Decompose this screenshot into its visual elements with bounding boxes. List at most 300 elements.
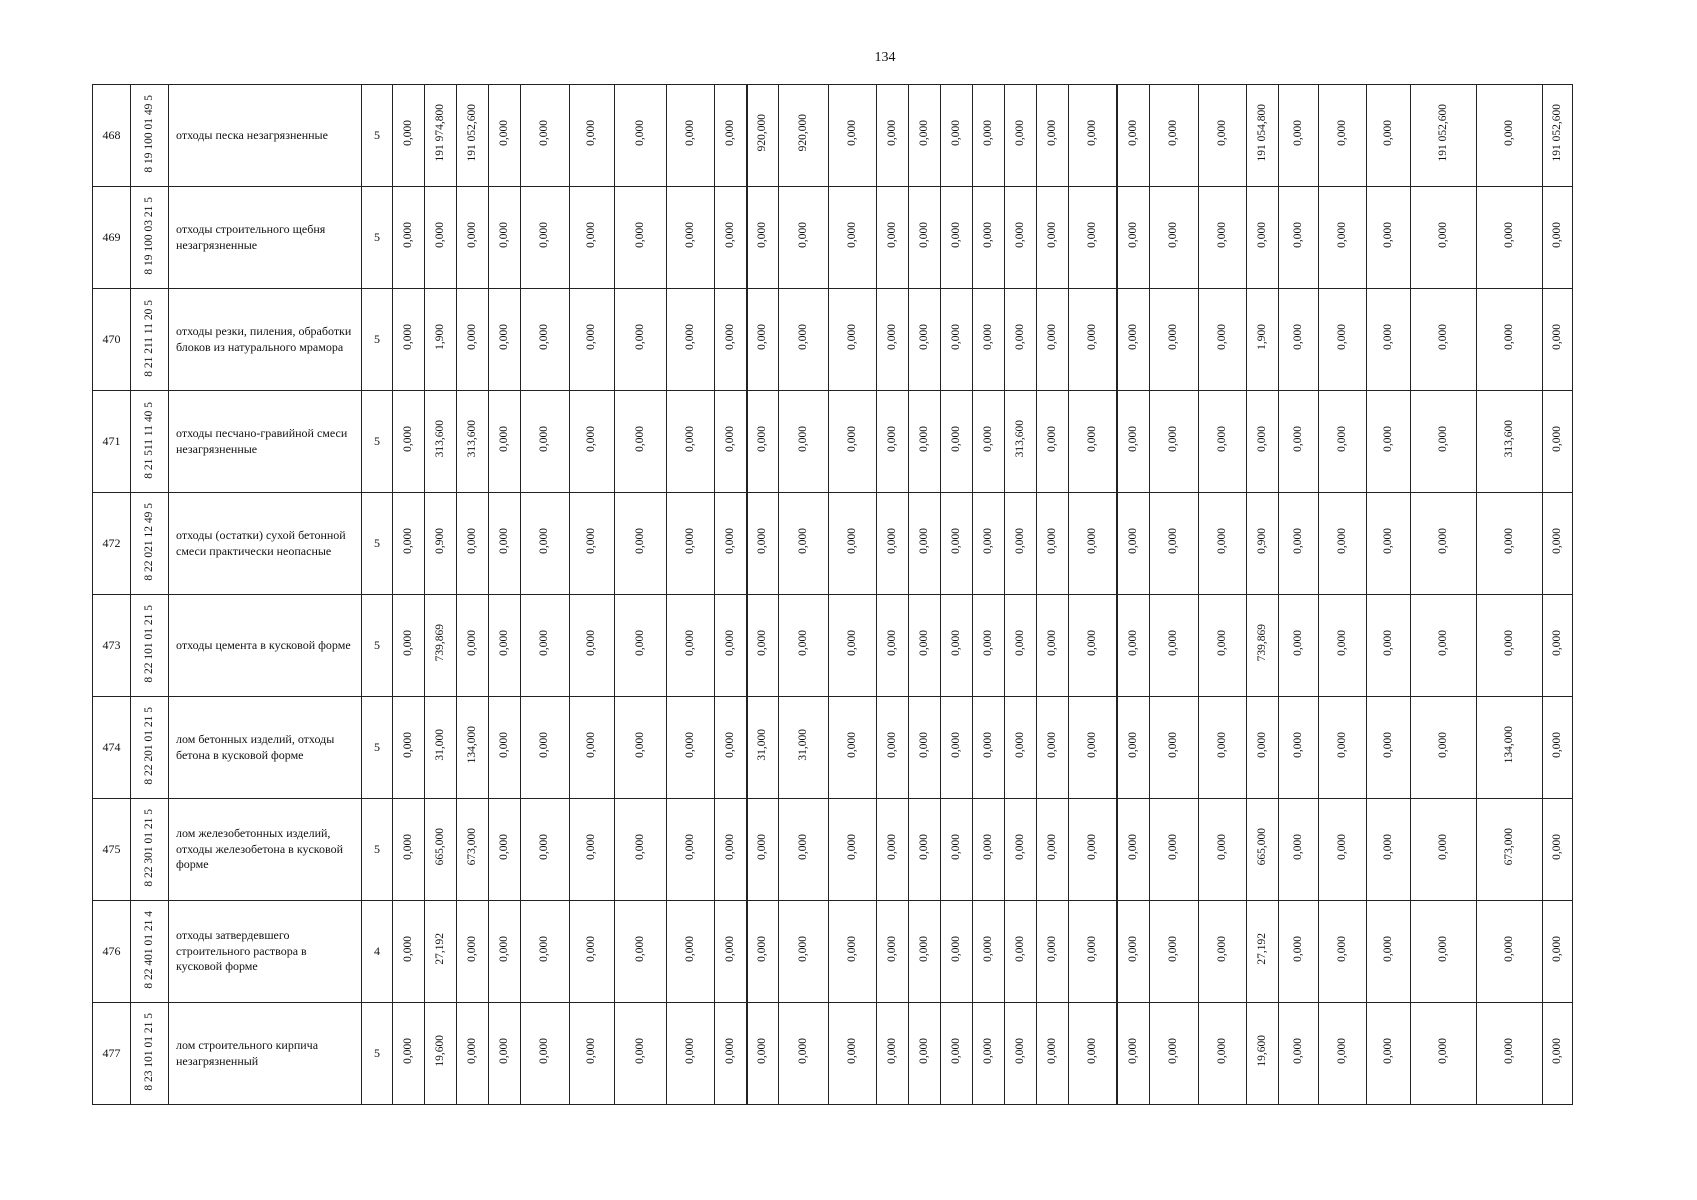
value-cell <box>941 901 973 1003</box>
value-cell-text: 0,000 <box>1550 936 1563 962</box>
value-cell-text: 0,000 <box>683 834 696 860</box>
value-cell <box>1069 391 1117 493</box>
value-cell <box>715 595 747 697</box>
value-cell <box>1319 493 1367 595</box>
waste-name: отходы песка незагрязненные <box>169 85 362 187</box>
value-cell <box>489 595 521 697</box>
value-cell <box>1279 697 1319 799</box>
value-cell-text: 0,000 <box>1255 732 1268 758</box>
value-cell <box>1247 799 1279 901</box>
value-cell <box>615 697 667 799</box>
value-cell-text: 0,000 <box>796 222 809 248</box>
value-cell <box>1150 289 1199 391</box>
value-cell <box>909 799 941 901</box>
value-cell <box>615 799 667 901</box>
value-cell <box>667 85 715 187</box>
value-cell-text: 0,000 <box>1167 936 1180 962</box>
value-cell-text: 0,000 <box>633 1038 646 1064</box>
value-cell-text: 134,000 <box>465 726 478 764</box>
value-cell <box>1037 85 1069 187</box>
value-cell <box>941 289 973 391</box>
value-cell <box>909 901 941 1003</box>
value-cell-text: 0,000 <box>1502 630 1515 656</box>
value-cell-text: 739,869 <box>1255 624 1268 662</box>
value-cell-text: 0,000 <box>497 222 510 248</box>
value-cell-text: 0,000 <box>633 120 646 146</box>
value-cell-text: 0,000 <box>723 528 736 554</box>
value-cell <box>1037 493 1069 595</box>
value-cell <box>457 187 489 289</box>
value-cell-text: 0,000 <box>981 834 994 860</box>
value-cell-text: 31,000 <box>796 729 809 761</box>
value-cell <box>1543 799 1573 901</box>
value-cell-text: 0,000 <box>845 732 858 758</box>
value-cell <box>1247 697 1279 799</box>
waste-name: отходы затвердевшего строительного раствора в кусковой форме <box>169 901 362 1003</box>
value-cell <box>1411 697 1477 799</box>
value-cell-text: 0,000 <box>1167 324 1180 350</box>
value-cell <box>829 901 877 1003</box>
value-cell <box>1150 493 1199 595</box>
value-cell <box>1367 595 1411 697</box>
value-cell <box>489 187 521 289</box>
value-cell <box>715 289 747 391</box>
value-cell <box>615 187 667 289</box>
value-cell <box>570 187 615 289</box>
value-cell-text: 0,000 <box>1550 324 1563 350</box>
value-cell <box>1477 595 1543 697</box>
value-cell <box>425 901 457 1003</box>
value-cell-text: 0,000 <box>1381 732 1394 758</box>
value-cell-text: 0,000 <box>1126 630 1139 656</box>
value-cell <box>829 799 877 901</box>
value-cell <box>393 697 425 799</box>
value-cell-text: 0,000 <box>1436 630 1449 656</box>
value-cell <box>747 901 779 1003</box>
value-cell-text: 0,000 <box>1335 528 1348 554</box>
value-cell <box>1319 391 1367 493</box>
value-cell <box>747 493 779 595</box>
value-cell <box>1037 697 1069 799</box>
value-cell-text: 0,000 <box>1045 732 1058 758</box>
value-cell-text: 0,000 <box>1167 732 1180 758</box>
value-cell-text: 0,000 <box>1045 630 1058 656</box>
value-cell <box>1037 1003 1069 1105</box>
value-cell <box>973 391 1005 493</box>
value-cell-text: 0,000 <box>1436 222 1449 248</box>
value-cell <box>1477 901 1543 1003</box>
value-cell-text: 0,000 <box>465 630 478 656</box>
value-cell-text: 0,000 <box>1045 834 1058 860</box>
value-cell <box>973 799 1005 901</box>
value-cell <box>1279 187 1319 289</box>
value-cell-text: 0,000 <box>401 324 414 350</box>
value-cell-text: 0,000 <box>796 426 809 452</box>
value-cell-text: 0,000 <box>949 222 962 248</box>
value-cell-text: 0,000 <box>756 936 768 962</box>
value-cell <box>1477 1003 1543 1105</box>
value-cell <box>1117 799 1150 901</box>
value-cell <box>1005 493 1037 595</box>
hazard-class: 5 <box>362 187 393 289</box>
value-cell <box>425 595 457 697</box>
value-cell-text: 0,000 <box>1167 1038 1180 1064</box>
value-cell-text: 0,000 <box>1335 1038 1348 1064</box>
value-cell <box>1411 391 1477 493</box>
waste-code-text: 8 21 511 11 40 5 <box>142 401 155 479</box>
value-cell <box>667 799 715 901</box>
value-cell-text: 0,000 <box>401 936 414 962</box>
value-cell-text: 0,000 <box>885 936 898 962</box>
table-row <box>93 187 1573 289</box>
value-cell-text: 1,900 <box>433 324 446 350</box>
value-cell <box>615 391 667 493</box>
value-cell-text: 0,000 <box>885 426 898 452</box>
value-cell <box>457 901 489 1003</box>
value-cell-text: 0,000 <box>633 426 646 452</box>
value-cell-text: 0,000 <box>585 324 598 350</box>
value-cell-text: 0,000 <box>1126 426 1139 452</box>
value-cell <box>1319 799 1367 901</box>
value-cell-text: 0,000 <box>1550 426 1563 452</box>
value-cell <box>1150 391 1199 493</box>
value-cell-text: 0,000 <box>401 426 414 452</box>
value-cell <box>457 391 489 493</box>
value-cell-text: 0,000 <box>845 120 858 146</box>
value-cell <box>1543 187 1573 289</box>
table-row <box>93 289 1573 391</box>
page-number: 134 <box>874 50 896 65</box>
value-cell-text: 0,000 <box>1167 630 1180 656</box>
value-cell <box>909 595 941 697</box>
value-cell <box>747 289 779 391</box>
value-cell-text: 0,000 <box>683 426 696 452</box>
value-cell-text: 0,000 <box>1381 528 1394 554</box>
value-cell <box>425 187 457 289</box>
value-cell <box>1199 697 1247 799</box>
value-cell-text: 0,000 <box>1436 936 1449 962</box>
value-cell-text: 0,000 <box>1126 936 1139 962</box>
value-cell <box>615 289 667 391</box>
hazard-class: 5 <box>362 391 393 493</box>
value-cell-text: 0,000 <box>683 528 696 554</box>
table-row <box>93 391 1573 493</box>
hazard-class: 5 <box>362 595 393 697</box>
table-row <box>93 595 1573 697</box>
value-cell-text: 0,000 <box>796 1038 809 1064</box>
value-cell <box>1117 85 1150 187</box>
value-cell <box>779 901 829 1003</box>
waste-code-text: 8 19 100 03 21 5 <box>142 197 155 275</box>
value-cell <box>1150 1003 1199 1105</box>
value-cell-text: 0,000 <box>1215 1038 1228 1064</box>
value-cell <box>1279 289 1319 391</box>
value-cell-text: 0,000 <box>1013 732 1026 758</box>
value-cell-text: 0,000 <box>917 222 930 248</box>
value-cell-text: 0,000 <box>633 324 646 350</box>
value-cell-text: 0,000 <box>433 222 446 248</box>
value-cell-text: 0,000 <box>1085 528 1098 554</box>
value-cell <box>393 187 425 289</box>
value-cell <box>941 493 973 595</box>
value-cell <box>425 391 457 493</box>
value-cell <box>909 187 941 289</box>
value-cell <box>489 697 521 799</box>
value-cell-text: 0,000 <box>497 426 510 452</box>
value-cell-text: 0,000 <box>949 426 962 452</box>
value-cell <box>1319 697 1367 799</box>
value-cell-text: 0,000 <box>1291 834 1304 860</box>
value-cell <box>1367 289 1411 391</box>
value-cell <box>715 493 747 595</box>
value-cell <box>1199 391 1247 493</box>
value-cell <box>779 289 829 391</box>
value-cell <box>1037 901 1069 1003</box>
value-cell <box>1069 697 1117 799</box>
value-cell <box>941 799 973 901</box>
value-cell-text: 0,000 <box>1291 528 1304 554</box>
value-cell <box>1117 901 1150 1003</box>
value-cell <box>393 289 425 391</box>
value-cell-text: 0,000 <box>497 936 510 962</box>
value-cell-text: 0,000 <box>585 426 598 452</box>
value-cell <box>779 1003 829 1105</box>
waste-code <box>131 493 169 595</box>
value-cell <box>829 1003 877 1105</box>
value-cell-text: 0,000 <box>401 630 414 656</box>
value-cell <box>941 595 973 697</box>
value-cell-text: 0,000 <box>585 834 598 860</box>
value-cell-text: 0,000 <box>885 630 898 656</box>
value-cell-text: 0,000 <box>585 120 598 146</box>
value-cell-text: 0,000 <box>1381 1038 1394 1064</box>
value-cell-text: 0,000 <box>683 630 696 656</box>
value-cell-text: 0,000 <box>885 1038 898 1064</box>
value-cell-text: 0,000 <box>1167 528 1180 554</box>
value-cell-text: 0,000 <box>1085 1038 1098 1064</box>
waste-code-text: 8 19 100 01 49 5 <box>142 95 155 173</box>
value-cell-text: 0,000 <box>1085 630 1098 656</box>
value-cell <box>615 85 667 187</box>
value-cell <box>1199 1003 1247 1105</box>
value-cell <box>1005 799 1037 901</box>
value-cell <box>425 493 457 595</box>
value-cell-text: 0,000 <box>917 120 930 146</box>
value-cell-text: 0,000 <box>401 1038 414 1064</box>
row-number: 477 <box>93 1003 131 1105</box>
value-cell <box>1477 697 1543 799</box>
value-cell-text: 0,000 <box>1255 426 1268 452</box>
value-cell <box>667 1003 715 1105</box>
value-cell <box>747 187 779 289</box>
waste-name: отходы резки, пиления, обработки блоков из натурального мрамора <box>169 289 362 391</box>
value-cell-text: 31,000 <box>756 729 768 761</box>
value-cell <box>1279 1003 1319 1105</box>
value-cell-text: 0,000 <box>949 1038 962 1064</box>
value-cell <box>521 595 570 697</box>
value-cell <box>715 187 747 289</box>
value-cell-text: 0,000 <box>1502 936 1515 962</box>
value-cell-text: 0,000 <box>1126 1038 1139 1064</box>
value-cell-text: 0,000 <box>497 528 510 554</box>
waste-code-text: 8 22 301 01 21 5 <box>142 809 155 887</box>
value-cell-text: 0,000 <box>981 528 994 554</box>
value-cell <box>521 493 570 595</box>
value-cell-text: 313,600 <box>465 420 478 458</box>
value-cell-text: 0,000 <box>585 222 598 248</box>
value-cell <box>570 85 615 187</box>
value-cell <box>909 1003 941 1105</box>
value-cell <box>877 85 909 187</box>
value-cell <box>1069 289 1117 391</box>
value-cell-text: 0,000 <box>949 528 962 554</box>
value-cell <box>393 1003 425 1105</box>
waste-name: отходы цемента в кусковой форме <box>169 595 362 697</box>
value-cell <box>1411 799 1477 901</box>
value-cell <box>1477 391 1543 493</box>
value-cell-text: 0,000 <box>497 732 510 758</box>
value-cell <box>829 697 877 799</box>
value-cell <box>521 289 570 391</box>
value-cell-text: 0,000 <box>723 630 736 656</box>
waste-code <box>131 1003 169 1105</box>
value-cell <box>1005 391 1037 493</box>
value-cell <box>1477 187 1543 289</box>
value-cell <box>457 85 489 187</box>
value-cell-text: 0,000 <box>1045 528 1058 554</box>
value-cell-text: 0,000 <box>1335 630 1348 656</box>
value-cell-text: 0,000 <box>401 120 414 146</box>
value-cell-text: 0,000 <box>683 120 696 146</box>
value-cell <box>779 595 829 697</box>
value-cell-text: 313,600 <box>1502 420 1515 458</box>
value-cell <box>779 799 829 901</box>
value-cell-text: 0,000 <box>1335 834 1348 860</box>
value-cell <box>1005 595 1037 697</box>
value-cell <box>747 595 779 697</box>
value-cell-text: 0,000 <box>683 936 696 962</box>
value-cell <box>1150 901 1199 1003</box>
value-cell-text: 0,000 <box>1381 222 1394 248</box>
value-cell <box>570 697 615 799</box>
value-cell <box>570 595 615 697</box>
value-cell-text: 0,000 <box>1215 120 1228 146</box>
value-cell-text: 0,000 <box>1436 426 1449 452</box>
value-cell-text: 0,000 <box>1381 630 1394 656</box>
value-cell <box>1005 187 1037 289</box>
value-cell <box>829 595 877 697</box>
value-cell <box>1247 187 1279 289</box>
value-cell-text: 0,000 <box>845 936 858 962</box>
value-cell-text: 0,000 <box>981 222 994 248</box>
table-row <box>93 85 1573 187</box>
value-cell <box>1117 595 1150 697</box>
value-cell-text: 0,000 <box>981 936 994 962</box>
value-cell <box>1199 289 1247 391</box>
value-cell-text: 0,000 <box>1013 1038 1026 1064</box>
value-cell <box>829 391 877 493</box>
value-cell-text: 0,000 <box>949 732 962 758</box>
value-cell <box>909 85 941 187</box>
waste-code <box>131 595 169 697</box>
value-cell <box>747 391 779 493</box>
waste-code-text: 8 21 211 11 20 5 <box>142 299 155 377</box>
value-cell <box>457 1003 489 1105</box>
value-cell <box>829 187 877 289</box>
value-cell-text: 0,000 <box>885 528 898 554</box>
value-cell-text: 0,000 <box>538 222 551 248</box>
value-cell-text: 0,000 <box>538 936 551 962</box>
value-cell <box>1411 595 1477 697</box>
value-cell-text: 0,000 <box>401 834 414 860</box>
value-cell-text: 920,000 <box>756 114 768 152</box>
value-cell-text: 0,000 <box>1335 732 1348 758</box>
value-cell-text: 0,000 <box>1045 324 1058 350</box>
value-cell-text: 0,000 <box>1167 426 1180 452</box>
value-cell <box>941 391 973 493</box>
value-cell <box>1069 85 1117 187</box>
value-cell <box>393 493 425 595</box>
value-cell-text: 0,000 <box>633 630 646 656</box>
value-cell-text: 0,000 <box>1291 630 1304 656</box>
value-cell-text: 0,000 <box>1502 1038 1515 1064</box>
value-cell <box>1319 85 1367 187</box>
value-cell <box>877 1003 909 1105</box>
value-cell-text: 0,000 <box>981 1038 994 1064</box>
value-cell <box>457 595 489 697</box>
value-cell <box>1117 697 1150 799</box>
value-cell-text: 0,000 <box>796 528 809 554</box>
value-cell <box>941 187 973 289</box>
value-cell-text: 0,000 <box>796 324 809 350</box>
value-cell-text: 0,000 <box>917 426 930 452</box>
value-cell-text: 0,000 <box>723 732 736 758</box>
value-cell <box>1367 391 1411 493</box>
value-cell <box>747 799 779 901</box>
value-cell <box>1247 493 1279 595</box>
value-cell-text: 0,000 <box>949 936 962 962</box>
value-cell <box>1411 85 1477 187</box>
value-cell <box>941 1003 973 1105</box>
value-cell-text: 0,000 <box>885 834 898 860</box>
value-cell <box>973 1003 1005 1105</box>
waste-name: отходы песчано-гравийной смеси незагрязненные <box>169 391 362 493</box>
waste-name: отходы (остатки) сухой бетонной смеси практически неопасные <box>169 493 362 595</box>
value-cell-text: 0,000 <box>465 324 478 350</box>
row-number: 469 <box>93 187 131 289</box>
value-cell-text: 0,000 <box>981 732 994 758</box>
value-cell-text: 0,000 <box>1381 120 1394 146</box>
value-cell-text: 0,000 <box>1085 834 1098 860</box>
value-cell-text: 0,000 <box>845 324 858 350</box>
value-cell <box>1411 289 1477 391</box>
value-cell-text: 0,000 <box>401 732 414 758</box>
waste-code <box>131 697 169 799</box>
value-cell <box>747 85 779 187</box>
value-cell <box>1279 901 1319 1003</box>
table-row <box>93 799 1573 901</box>
value-cell <box>667 697 715 799</box>
value-cell-text: 0,000 <box>497 120 510 146</box>
value-cell <box>1069 901 1117 1003</box>
value-cell <box>615 1003 667 1105</box>
value-cell-text: 0,000 <box>1215 222 1228 248</box>
value-cell-text: 0,000 <box>1215 324 1228 350</box>
value-cell-text: 0,000 <box>401 528 414 554</box>
value-cell <box>393 799 425 901</box>
value-cell <box>877 187 909 289</box>
value-cell-text: 0,000 <box>465 222 478 248</box>
